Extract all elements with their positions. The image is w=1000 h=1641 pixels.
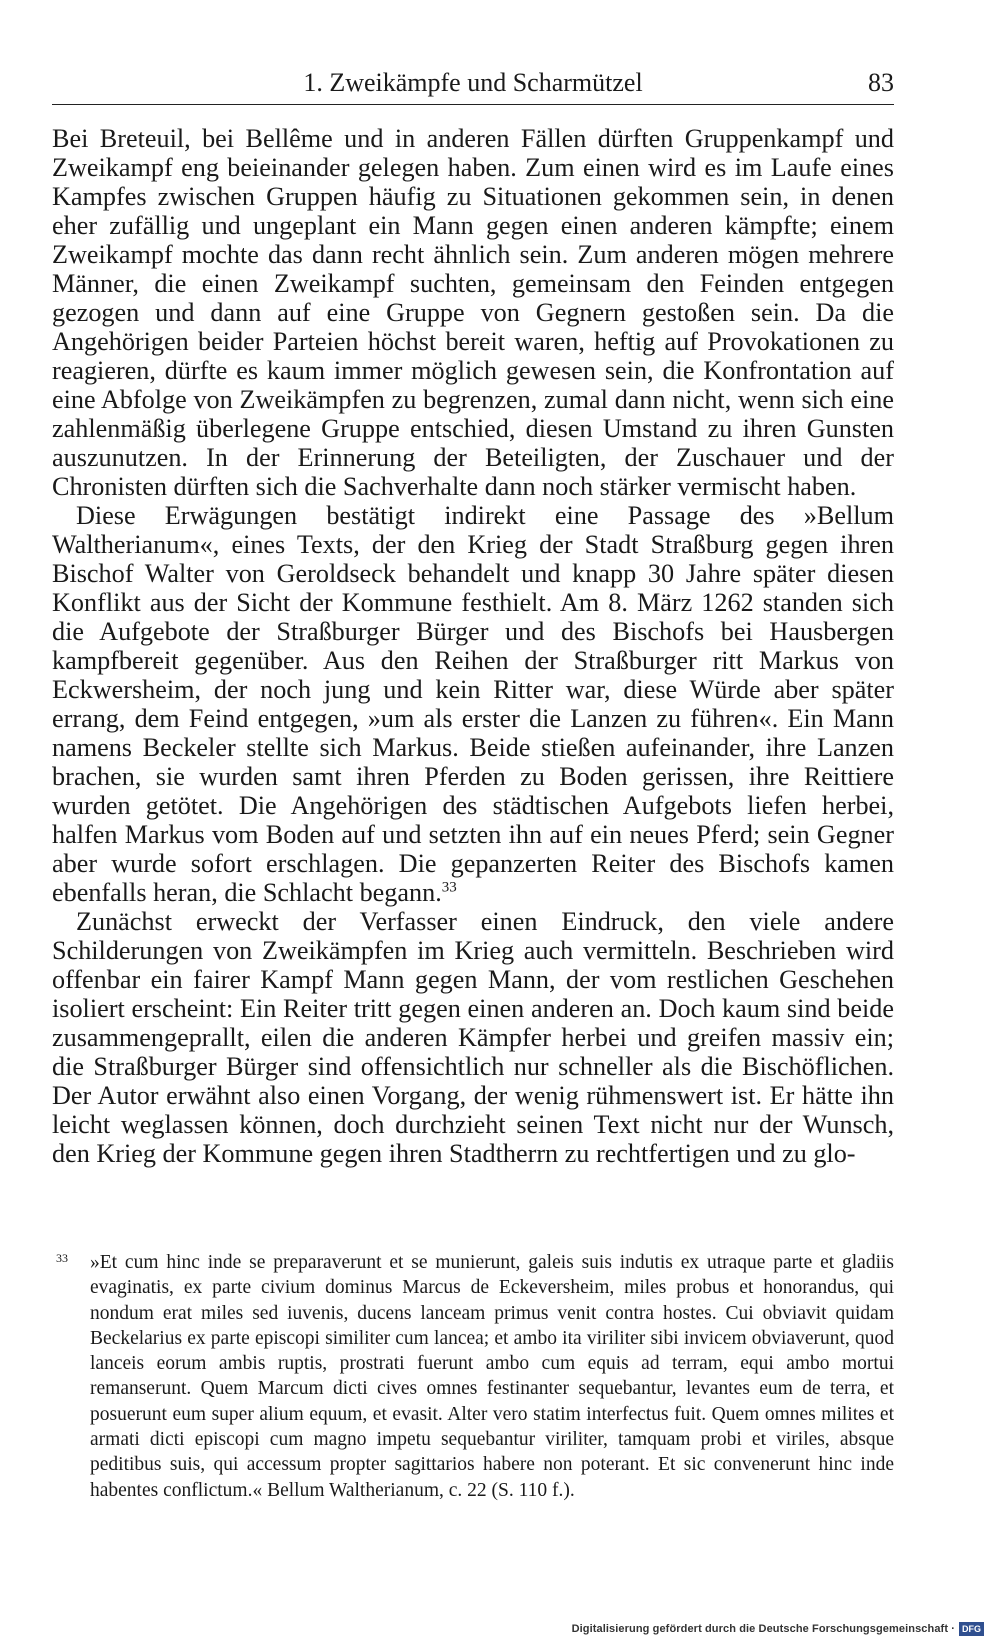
footnote-marker: 33 bbox=[56, 1251, 68, 1265]
dfg-logo: DFG bbox=[959, 1622, 984, 1636]
running-title: 1. Zweikämpfe und Scharmützel bbox=[303, 68, 643, 97]
paragraph-3 bbox=[52, 907, 894, 1168]
footnote-text: »Et cum hinc inde se preparaverunt et se munierunt, galeis suis indutis ex utraque parte et gladiis evaginatis, ex parte civium dominus Marcus de Eckeversheim, miles probus et honorandus, qui nondum erat miles sed iuvenis, ducens lanceam primus venit contra hostes. Cui obviavit quidam Beckelarius ex parte episcopi similiter cum lancea; et ambo ita viriliter sibi invicem obviaverunt, quod lanceis eorum ambis ruptis, prostrati fuerunt ambo cum equis ad terram, equi ambo mortui remanserunt. Quem Marcum dicti cives omnes festinanter sequebantur, levantes eum de terra, et posuerunt eum super alium equum, et evasit. Alter vero statim interfectus fuit. Quem omnes milites et armati dicti episcopi cum magno impetu sequebantur viriliter, tamquam probi et viriles, absque peditibus suis, qui accessum propter sagittarios habere non poterant. Et sic convenerunt hinc inde habentes conflictum.« Bellum Waltherianum, c. 22 (S. 110 f.). bbox=[90, 1252, 894, 1501]
running-header bbox=[52, 64, 894, 105]
footnote-33 bbox=[52, 1250, 894, 1503]
paragraph-3-text: Zunächst erweckt der Verfasser einen Eindruck, den viele andere Schilderungen von Zweikämpfen im Krieg auch vermitteln. Beschrieben wird offenbar ein fairer Kampf Mann gegen Mann, der vom restlichen Geschehen isoliert erscheint: Ein Reiter tritt gegen einen anderen an. Doch kaum sind beide zusammengeprallt, eilen die anderen Kämpfer herbei und greifen massiv ein; die Straßburger Bürger sind offensichtlich nur schneller als die Bischöflichen. Der Autor erwähnt also einen Vorgang, der wenig rühmenswert ist. Er hätte ihn leicht weglassen können, doch durchzieht seinen Text nicht nur der Wunsch, den Krieg der Kommune gegen ihren Stadtherrn zu rechtfertigen und zu glo- bbox=[52, 907, 894, 1168]
paragraph-2 bbox=[52, 501, 894, 907]
paragraph-2-text: Diese Erwägungen bestätigt indirekt eine Passage des »Bellum Waltherianum«, eines Texts, der den Krieg der Stadt Straßburg gegen ihren Bischof Walter von Geroldseck behandelt und knapp 30 Jahre später diesen Konflikt aus der Sicht der Kommune festhielt. Am 8. März 1262 standen sich die Aufgebote der Straßburger Bürger und des Bischofs bei Hausbergen kampfbereit gegenüber. Aus den Reihen der Straßburger ritt Markus von Eckwersheim, der noch jung und kein Ritter war, diese Würde aber später errang, dem Feind entgegen, »um als erster die Lanzen zu führen«. Ein Mann namens Beckeler stellte sich Markus. Beide stießen aufeinander, ihre Lanzen brachen, sie wurden samt ihren Pferden zu Boden gerissen, ihre Reittiere wurden getötet. Die Angehörigen des städtischen Aufgebots liefen herbei, halfen Markus vom Boden auf und setzten ihn auf ein neues Pferd; sein Gegner aber wurde sofort erschlagen. Die gepanzerten Reiter des Bischofs kamen ebenfalls heran, die Schlacht begann. bbox=[52, 501, 894, 907]
footnote-reference-33[interactable]: 33 bbox=[441, 879, 457, 896]
paragraph-1 bbox=[52, 124, 894, 501]
credit-text: Digitalisierung gefördert durch die Deutsche Forschungsgemeinschaft · bbox=[571, 1623, 955, 1635]
digitization-credit bbox=[572, 1622, 984, 1636]
paragraph-1-text: Bei Breteuil, bei Bellême und in anderen Fällen dürften Gruppenkampf und Zweikampf eng beieinander gelegen haben. Zum einen wird es im Laufe eines Kampfes zwischen Gruppen häufig zu Situationen gekommen sein, in denen eher zufällig und ungeplant ein Mann gegen einen anderen kämpfte; einem Zweikampf mochte das dann recht ähnlich sein. Zum anderen mögen mehrere Männer, die einen Zweikampf suchten, gemeinsam den Feinden entgegen gezogen und dann auf eine Gruppe von Gegnern gestoßen sein. Da die Angehörigen beider Parteien höchst bereit waren, heftig auf Provokationen zu reagieren, dürfte es kaum immer möglich gewesen sein, die Konfrontation auf eine Abfolge von Zweikämpfen zu begrenzen, zumal dann nicht, wenn sich eine zahlenmäßig überlegene Gruppe entschied, diesen Umstand zu ihren Gunsten auszunutzen. In der Erinnerung der Beteiligten, der Zuschauer und der Chronisten dürften sich die Sachverhalte dann noch stärker vermischt haben. bbox=[52, 124, 894, 501]
body-text bbox=[52, 124, 894, 1168]
page-number: 83 bbox=[868, 68, 894, 97]
